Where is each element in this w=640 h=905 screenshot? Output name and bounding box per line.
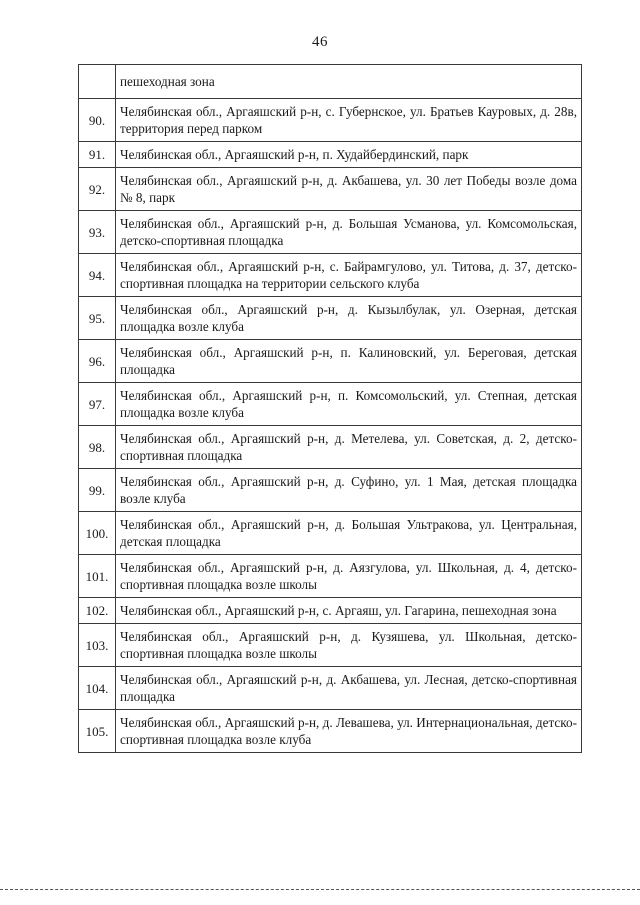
row-number: 104. — [79, 667, 116, 710]
row-address: Челябинская обл., Аргаяшский р-н, п. Калиновский, ул. Береговая, детская площадка — [116, 340, 582, 383]
table-row — [79, 254, 582, 297]
row-address: пешеходная зона — [116, 65, 582, 99]
page-number: 46 — [312, 34, 328, 50]
row-address: Челябинская обл., Аргаяшский р-н, д. Метелева, ул. Советская, д. 2, детско-спортивная площадка — [116, 426, 582, 469]
row-address: Челябинская обл., Аргаяшский р-н, д. Большая Ультракова, ул. Центральная, детская площадка — [116, 512, 582, 555]
row-address: Челябинская обл., Аргаяшский р-н, п. Комсомольский, ул. Степная, детская площадка возле клуба — [116, 383, 582, 426]
row-address: Челябинская обл., Аргаяшский р-н, д. Большая Усманова, ул. Комсомольская, детско-спортивная площадка — [116, 211, 582, 254]
table-row — [79, 710, 582, 753]
row-address: Челябинская обл., Аргаяшский р-н, с. Губернское, ул. Братьев Кауровых, д. 28в, территория перед парком — [116, 99, 582, 142]
table-row — [79, 297, 582, 340]
table-row — [79, 469, 582, 512]
page-bottom-rule — [0, 889, 640, 890]
row-number: 98. — [79, 426, 116, 469]
row-address: Челябинская обл., Аргаяшский р-н, п. Худайбердинский, парк — [116, 142, 582, 168]
row-number: 95. — [79, 297, 116, 340]
row-number: 97. — [79, 383, 116, 426]
row-number: 90. — [79, 99, 116, 142]
table-row — [79, 667, 582, 710]
row-address: Челябинская обл., Аргаяшский р-н, д. Акбашева, ул. Лесная, детско-спортивная площадка — [116, 667, 582, 710]
address-table — [78, 64, 582, 753]
table-row — [79, 624, 582, 667]
row-number — [79, 65, 116, 99]
table-row — [79, 340, 582, 383]
row-number: 101. — [79, 555, 116, 598]
table-row — [79, 168, 582, 211]
table-row — [79, 383, 582, 426]
row-number: 94. — [79, 254, 116, 297]
row-address: Челябинская обл., Аргаяшский р-н, д. Кузяшева, ул. Школьная, детско-спортивная площадка возле школы — [116, 624, 582, 667]
row-address: Челябинская обл., Аргаяшский р-н, д. Левашева, ул. Интернациональная, детско-спортивная площадка возле клуба — [116, 710, 582, 753]
row-address: Челябинская обл., Аргаяшский р-н, д. Кызылбулак, ул. Озерная, детская площадка возле клуба — [116, 297, 582, 340]
row-address: Челябинская обл., Аргаяшский р-н, д. Акбашева, ул. 30 лет Победы возле дома № 8, парк — [116, 168, 582, 211]
row-address: Челябинская обл., Аргаяшский р-н, д. Аязгулова, ул. Школьная, д. 4, детско-спортивная площадка возле школы — [116, 555, 582, 598]
row-number: 105. — [79, 710, 116, 753]
table-row — [79, 426, 582, 469]
row-number: 102. — [79, 598, 116, 624]
table-row — [79, 512, 582, 555]
table-row — [79, 211, 582, 254]
table-row — [79, 99, 582, 142]
table-row — [79, 65, 582, 99]
row-number: 96. — [79, 340, 116, 383]
row-number: 103. — [79, 624, 116, 667]
row-number: 93. — [79, 211, 116, 254]
row-number: 91. — [79, 142, 116, 168]
row-address: Челябинская обл., Аргаяшский р-н, с. Аргаяш, ул. Гагарина, пешеходная зона — [116, 598, 582, 624]
table-row — [79, 142, 582, 168]
row-address: Челябинская обл., Аргаяшский р-н, д. Суфино, ул. 1 Мая, детская площадка возле клуба — [116, 469, 582, 512]
row-number: 100. — [79, 512, 116, 555]
row-address: Челябинская обл., Аргаяшский р-н, с. Байрамгулово, ул. Титова, д. 37, детско-спортивная площадка на территории сельского клуба — [116, 254, 582, 297]
table-row — [79, 555, 582, 598]
table-row — [79, 598, 582, 624]
row-number: 99. — [79, 469, 116, 512]
row-number: 92. — [79, 168, 116, 211]
